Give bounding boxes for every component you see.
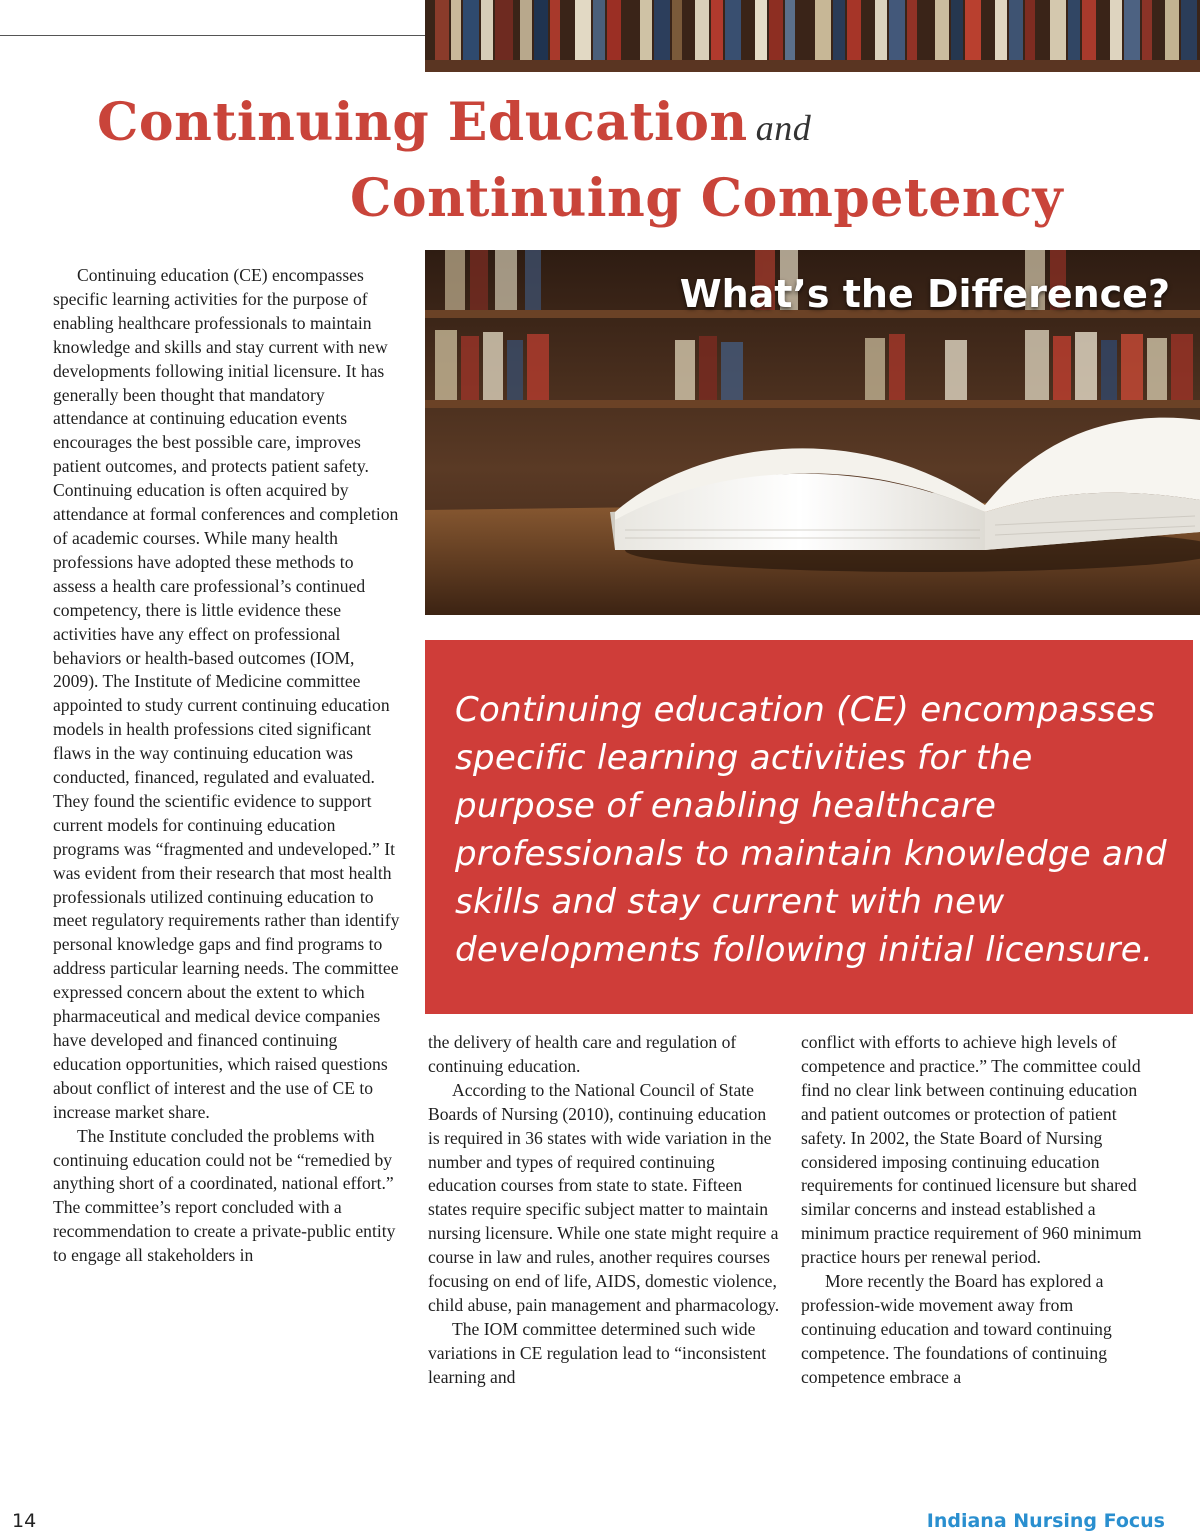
- body-column-3: [801, 1031, 1147, 1390]
- title-line-2: Continuing Competency: [350, 168, 1064, 229]
- body-column-1: [53, 264, 400, 1268]
- body-paragraph: The Institute concluded the problems with continuing education could not be “remedied by anything short of a coordinated, national effort.” The committee’s report concluded with a recommendation to create a private-public entity to engage all stakeholders in: [53, 1125, 396, 1266]
- bookshelf-photo-top: [425, 0, 1200, 72]
- pullquote-box: [425, 640, 1193, 1014]
- body-paragraph: Continuing education (CE) encompasses specific learning activities for the purpose of enabling healthcare professionals to maintain knowledge and skills and stay current with new developments following initial licensure. It has generally been thought that mandatory attendance at continuing education events encourages the best possible care, improves patient outcomes, and protects patient safety. Continuing education is often acquired by attendance at formal conferences and completion of academic courses. While many health professions have adopted these methods to assess a health care professional’s continued competency, there is little evidence these activities have any effect on professional behaviors or health-based outcomes (IOM, 2009). The Institute of Medicine committee appointed to study current continuing education models in health professions cited significant flaws in the way continuing education was conducted, financed, regulated and evaluated. They found the scientific evidence to support current models for continuing education programs was “fragmented and undeveloped.” It was evident from their research that most health professionals utilized continuing education to meet regulatory requirements rather than identify personal knowledge gaps and find programs to address particular learning needs. The committee expressed concern about the extent to which pharmaceutical and medical device companies have developed and financed continuing education opportunities, which raised questions about conflict of interest and the use of CE to increase market share.: [53, 265, 400, 1122]
- pullquote-text: Continuing education (CE) encompasses specific learning activities for the purpose of enabling healthcare professionals to maintain knowledge and skills and stay current with new developments following initial licensure.: [455, 690, 1167, 970]
- body-paragraph: the delivery of health care and regulation of continuing education.: [428, 1032, 737, 1076]
- body-column-2: [428, 1031, 780, 1390]
- body-paragraph: The IOM committee determined such wide variations in CE regulation lead to “inconsistent learning and: [428, 1318, 767, 1387]
- top-rule: [0, 35, 425, 36]
- magazine-name: Indiana Nursing Focus: [926, 1510, 1165, 1532]
- title-connector: and: [755, 108, 812, 148]
- title-line-1: [97, 92, 811, 153]
- body-paragraph: More recently the Board has explored a profession-wide movement away from continuing education and toward continuing competence. The foundations of continuing competence embrace a: [801, 1271, 1112, 1387]
- subtitle: What’s the Difference?: [679, 272, 1170, 316]
- body-paragraph: According to the National Council of State Boards of Nursing (2010), continuing education is required in 36 states with wide variation in the number and types of required continuing education courses from state to state. Fifteen states require specific subject matter to maintain nursing licensure. While one state might require a course in law and rules, another requires courses focusing on end of life, AIDS, domestic violence, child abuse, pain management and pharmacology.: [428, 1079, 780, 1315]
- title-main-1: Continuing Education: [97, 92, 748, 153]
- page-number: 14: [12, 1510, 37, 1532]
- body-paragraph: conflict with efforts to achieve high levels of competence and practice.” The committee could find no clear link between continuing education and patient outcomes or protection of patient safety. In 2002, the State Board of Nursing considered imposing continuing education requirements for continued licensure but shared similar concerns and instead established a minimum practice requirement of 960 minimum practice hours per renewal period.: [801, 1032, 1142, 1268]
